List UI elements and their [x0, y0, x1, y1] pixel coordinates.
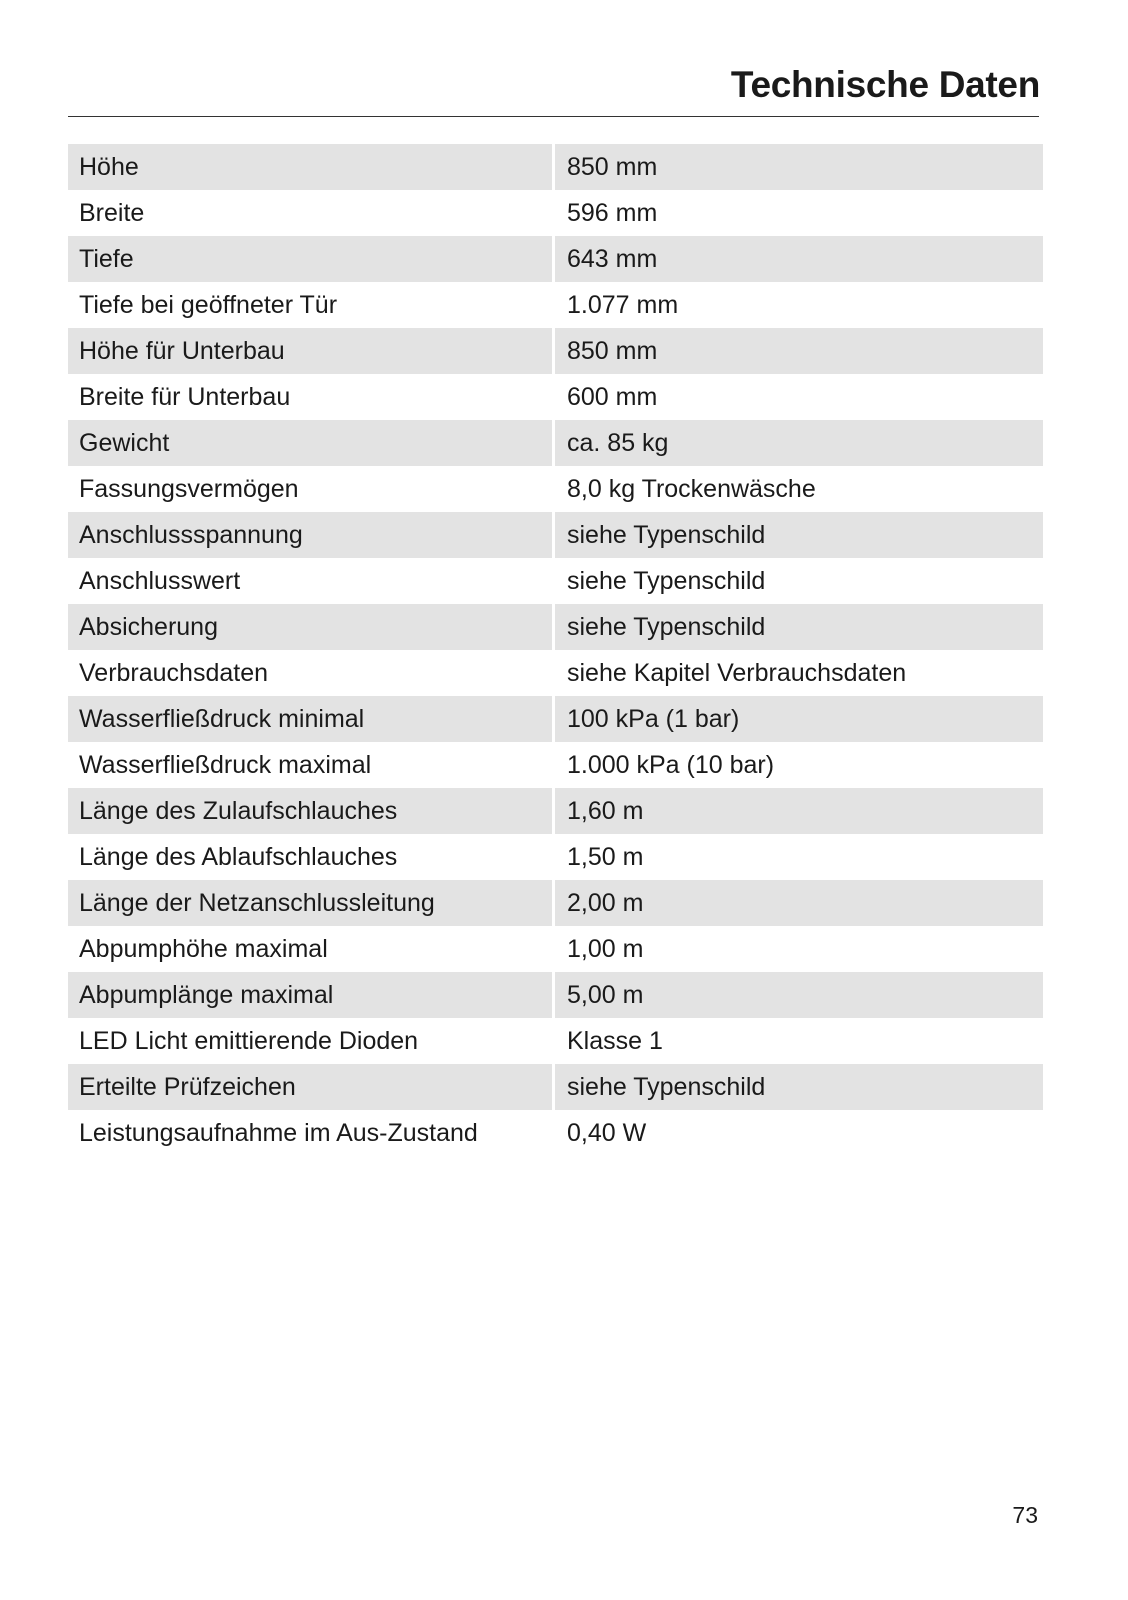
- spec-value: siehe Typenschild: [552, 604, 1043, 650]
- spec-label: Anschlussspannung: [68, 512, 552, 558]
- spec-label: Breite: [79, 199, 145, 227]
- technical-data-table: [68, 144, 1043, 1156]
- table-row: [68, 190, 1043, 236]
- spec-label: Höhe für Unterbau: [68, 328, 552, 374]
- spec-label: Abpumplänge maximal: [68, 972, 552, 1018]
- spec-value: 100 kPa (1 bar): [552, 696, 1043, 742]
- table-row: [68, 604, 1043, 650]
- table-row: [68, 236, 1043, 282]
- table-row: [68, 144, 1043, 190]
- spec-label: Erteilte Prüfzeichen: [68, 1064, 552, 1110]
- spec-value: 1,00 m: [552, 926, 1043, 972]
- spec-value: 596 mm: [552, 190, 1043, 236]
- spec-value: 1.000 kPa (10 bar): [552, 742, 1043, 788]
- spec-label: LED Licht emittierende Dioden: [79, 1027, 419, 1055]
- table-row: [68, 972, 1043, 1018]
- spec-value: 1.077 mm: [552, 282, 1043, 328]
- spec-label: Anschlusswert: [79, 567, 241, 595]
- spec-value: 0,40 W: [552, 1110, 1043, 1156]
- table-row: [68, 1018, 1043, 1064]
- spec-label: Tiefe: [68, 236, 552, 282]
- table-row: [68, 834, 1043, 880]
- table-row: [68, 880, 1043, 926]
- spec-label: Länge des Zulaufschlauches: [68, 788, 552, 834]
- spec-label: Länge des Ablaufschlauches: [79, 843, 398, 871]
- table-row: [68, 1110, 1043, 1156]
- spec-value: 600 mm: [552, 374, 1043, 420]
- spec-label: Tiefe bei geöffneter Tür: [79, 291, 338, 319]
- table-row: [68, 282, 1043, 328]
- table-row: [68, 1064, 1043, 1110]
- spec-label: Abpumphöhe maximal: [79, 935, 328, 963]
- page-title: Technische Daten: [730, 64, 1040, 105]
- spec-value: siehe Typenschild: [552, 1064, 1043, 1110]
- spec-value: 5,00 m: [552, 972, 1043, 1018]
- spec-value: 1,50 m: [552, 834, 1043, 880]
- spec-label: Fassungsvermögen: [79, 475, 299, 503]
- table-row: [68, 650, 1043, 696]
- spec-value: Klasse 1: [552, 1018, 1043, 1064]
- table-row: [68, 466, 1043, 512]
- table-row: [68, 558, 1043, 604]
- table-row: [68, 696, 1043, 742]
- table-row: [68, 788, 1043, 834]
- table-row: [68, 420, 1043, 466]
- title-divider: [68, 116, 1039, 117]
- spec-label: Breite für Unterbau: [79, 383, 291, 411]
- spec-value: 2,00 m: [552, 880, 1043, 926]
- spec-value: 8,0 kg Trockenwäsche: [552, 466, 1043, 512]
- spec-value: siehe Typenschild: [552, 558, 1043, 604]
- spec-label: Höhe: [68, 144, 552, 190]
- spec-label: Länge der Netzanschlussleitung: [68, 880, 552, 926]
- spec-value: 643 mm: [552, 236, 1043, 282]
- table-row: [68, 512, 1043, 558]
- spec-label: Gewicht: [68, 420, 552, 466]
- spec-value: ca. 85 kg: [552, 420, 1043, 466]
- spec-label: Absicherung: [68, 604, 552, 650]
- table-row: [68, 374, 1043, 420]
- spec-value: 1,60 m: [552, 788, 1043, 834]
- spec-label: Verbrauchsdaten: [79, 659, 269, 687]
- spec-value: siehe Kapitel Verbrauchsdaten: [552, 650, 1043, 696]
- table-row: [68, 926, 1043, 972]
- spec-value: siehe Typenschild: [552, 512, 1043, 558]
- table-row: [68, 328, 1043, 374]
- spec-label: Leistungsaufnahme im Aus-Zustand: [79, 1119, 478, 1147]
- spec-label: Wasserfließdruck maximal: [79, 751, 372, 779]
- spec-label: Wasserfließdruck minimal: [68, 696, 552, 742]
- spec-value: 850 mm: [552, 144, 1043, 190]
- table-row: [68, 742, 1043, 788]
- spec-value: 850 mm: [552, 328, 1043, 374]
- page-number: 73: [1012, 1502, 1038, 1528]
